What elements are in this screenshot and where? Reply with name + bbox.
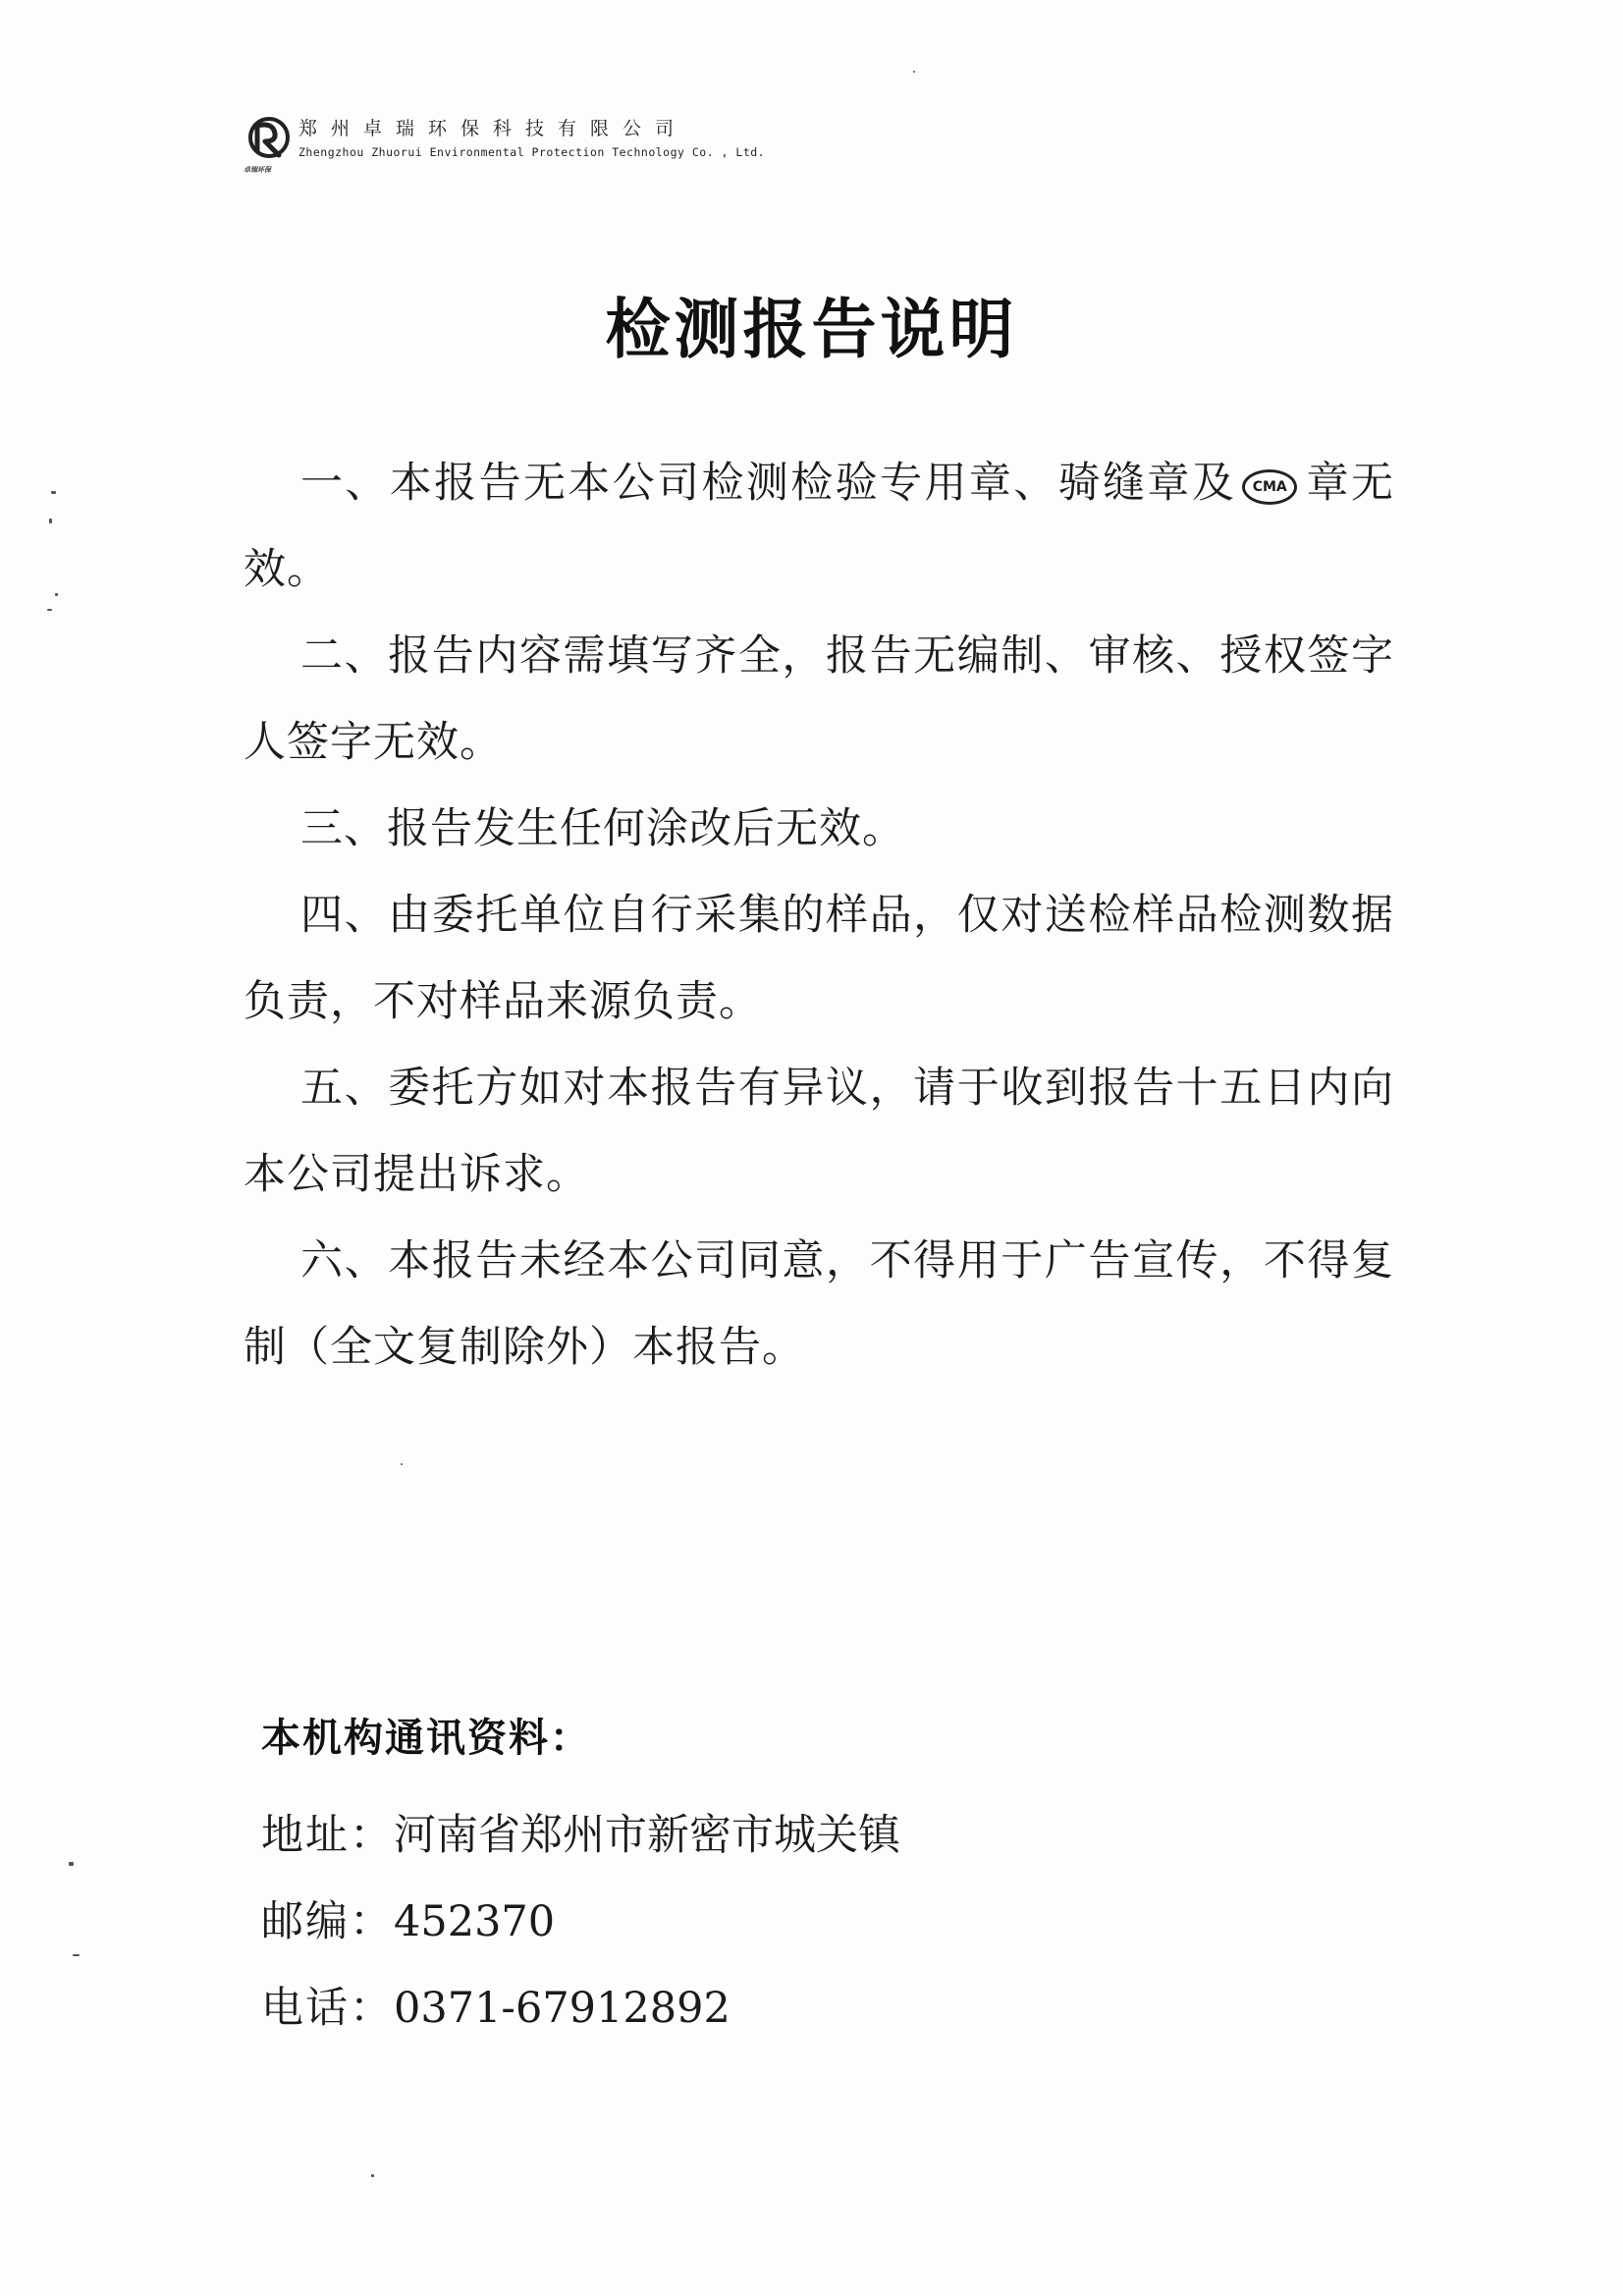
letterhead — [243, 110, 793, 174]
postcode-label: 邮编： — [261, 1897, 394, 1946]
address-value: 河南省郑州市新密市城关镇 — [394, 1811, 900, 1860]
company-name-cn: 郑州卓瑞环保科技有限公司 — [298, 118, 688, 139]
scan-speck — [401, 1463, 403, 1465]
postcode-row — [261, 1879, 1243, 1965]
scan-speck — [55, 593, 58, 596]
note-item: 三、报告发生任何涂改后无效。 — [300, 804, 905, 853]
phone-value: 0371-67912892 — [394, 1984, 730, 2033]
cma-seal-icon: CMA — [1242, 469, 1297, 505]
scan-speck — [49, 519, 52, 523]
postcode-value: 452370 — [394, 1897, 556, 1946]
address-row — [261, 1792, 1243, 1879]
scan-speck — [47, 609, 52, 611]
company-logo-icon — [243, 114, 295, 165]
contact-heading: 本机构通讯资料： — [261, 1716, 591, 1761]
note-item: 二、报告内容需填写齐全，报告无编制、审核、授权签字人签字无效。 — [243, 631, 1394, 767]
note-item: 五、委托方如对本报告有异议，请于收到报告十五日内向本公司提出诉求。 — [243, 1064, 1394, 1199]
scan-speck — [73, 1954, 80, 1956]
contact-section — [261, 1707, 1243, 2051]
note-item: 四、由委托单位自行采集的样品，仅对送检样品检测数据负责，不对样品来源负责。 — [243, 891, 1394, 1026]
scan-speck — [51, 491, 56, 494]
scan-speck — [913, 71, 915, 73]
scan-speck — [69, 1862, 74, 1866]
note-item — [243, 440, 1394, 613]
address-label: 地址： — [261, 1811, 394, 1860]
document-title: 检测报告说明 — [605, 292, 1018, 367]
company-name-en: Zhengzhou Zhuorui Environmental Protection Technology Co. , Ltd. — [298, 145, 766, 159]
note-text: 章无效。 — [243, 459, 1395, 594]
logo-caption: 卓瑞环保 — [243, 166, 271, 174]
scan-speck — [371, 2174, 374, 2177]
note-item: 六、本报告未经本公司同意，不得用于广告宣传，不得复制（全文复制除外）本报告。 — [243, 1236, 1394, 1372]
notes-list — [243, 440, 1394, 1391]
note-text: 一、本报告无本公司检测检验专用章、骑缝章及 — [300, 459, 1237, 508]
phone-label: 电话： — [261, 1984, 394, 2033]
phone-row — [261, 1965, 1243, 2051]
